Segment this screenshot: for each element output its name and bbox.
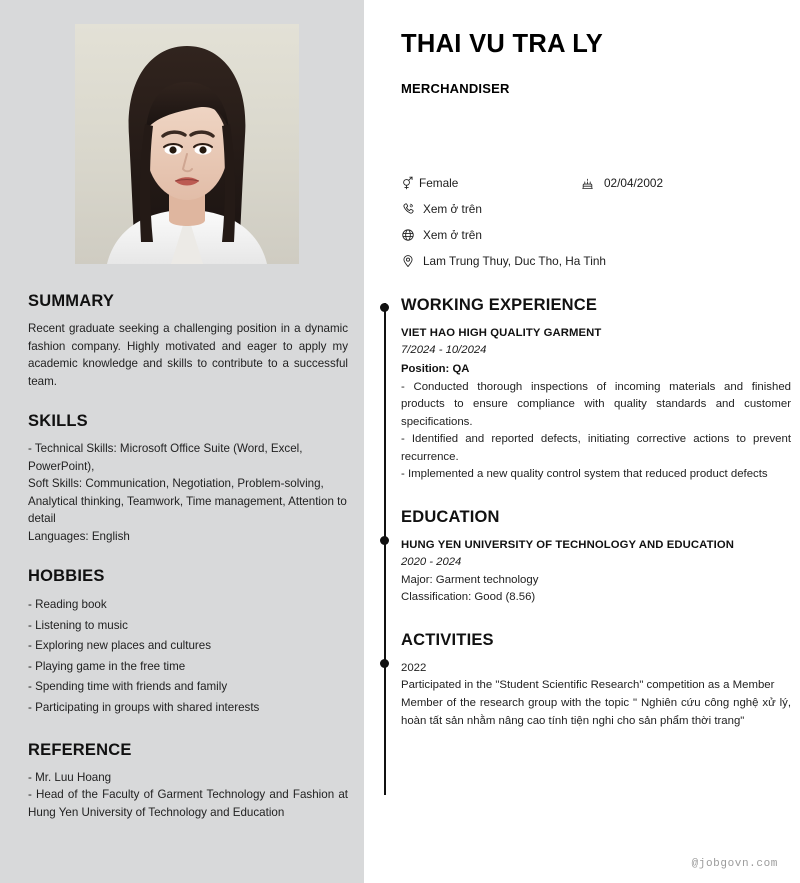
skills-line: Soft Skills: Communication, Negotiation, Problem-solving, bbox=[28, 477, 324, 490]
contact-gender bbox=[401, 175, 581, 191]
education-classification: Classification: Good (8.56) bbox=[401, 591, 536, 604]
list-item: - Exploring new places and cultures bbox=[28, 639, 212, 653]
location-pin-icon bbox=[401, 253, 419, 269]
hobbies-title: HOBBIES bbox=[28, 567, 105, 585]
contact-address-value: Lam Trung Thuy, Duc Tho, Ha Tinh bbox=[423, 254, 606, 268]
contact-info bbox=[401, 175, 791, 279]
reference-detail: - Head of the Faculty of Garment Technology and Fashion at Hung Yen University of Technology and Education bbox=[28, 788, 348, 819]
education-major: Major: Garment technology bbox=[401, 573, 539, 586]
section-hobbies bbox=[28, 567, 348, 719]
experience-bullet: - Implemented a new quality control system that reduced product defects bbox=[401, 468, 768, 481]
avatar bbox=[75, 24, 299, 264]
reference-name: - Mr. Luu Hoang bbox=[28, 770, 112, 784]
globe-icon bbox=[401, 227, 419, 243]
skills-title: SKILLS bbox=[28, 412, 88, 430]
gender-icon bbox=[401, 175, 419, 191]
experience-bullet: - Conducted thorough inspections of incoming materials and finished products to ensure compliance with quality standards and customer specifications. bbox=[401, 380, 791, 428]
job-title: MERCHANDISER bbox=[401, 81, 510, 96]
contact-phone-value: Xem ở trên bbox=[423, 202, 482, 216]
activities-title: ACTIVITIES bbox=[401, 630, 494, 649]
skills-line: - Technical Skills: Microsoft Office Suite (Word, Excel, bbox=[28, 442, 303, 455]
list-item: - Playing game in the free time bbox=[28, 659, 186, 673]
contact-row bbox=[401, 201, 791, 227]
section-reference bbox=[28, 741, 348, 822]
portrait-photo-icon bbox=[75, 24, 299, 264]
skills-line: detail bbox=[28, 512, 56, 525]
activity-item: Member of the research group with the topic " Nghiên cứu công nghệ xử lý, hoàn tất sản nhằm nâng cao tính tiện nghi cho sản phẩm thời trang" bbox=[401, 696, 791, 727]
list-item: - Listening to music bbox=[28, 618, 128, 632]
contact-gender-value: Female bbox=[419, 176, 459, 190]
experience-dates: 7/2024 - 10/2024 bbox=[401, 344, 487, 356]
skills-line: PowerPoint), bbox=[28, 459, 95, 473]
education-title: EDUCATION bbox=[401, 508, 500, 527]
section-skills bbox=[28, 412, 348, 545]
experience-position: Position: QA bbox=[401, 362, 470, 375]
contact-address bbox=[401, 253, 606, 269]
contact-website[interactable] bbox=[401, 227, 482, 243]
activities-year: 2022 bbox=[401, 661, 427, 674]
main-sections bbox=[401, 296, 791, 740]
skills-line: Analytical thinking, Teamwork, Time management, Attention to bbox=[28, 494, 347, 508]
education-dates: 2020 - 2024 bbox=[401, 556, 462, 569]
section-summary bbox=[28, 292, 348, 390]
summary-text: Recent graduate seeking a challenging position in a dynamic fashion company. Highly motivated and eager to apply my academic knowledge and skills to contribute to a successful team. bbox=[28, 322, 348, 388]
timeline-dot-education bbox=[380, 536, 389, 545]
contact-row bbox=[401, 253, 791, 279]
activity-item: Participated in the "Student Scientific Research" competition as a Member bbox=[401, 679, 775, 692]
contact-website-value: Xem ở trên bbox=[423, 228, 482, 242]
experience-bullet: - Identified and reported defects, initiating corrective actions to prevent recurrence. bbox=[401, 433, 791, 463]
timeline-dot-working-experience bbox=[380, 303, 389, 312]
list-item: - Spending time with friends and family bbox=[28, 680, 228, 694]
section-working-experience bbox=[401, 296, 791, 484]
education-organization: HUNG YEN UNIVERSITY OF TECHNOLOGY AND EDUCATION bbox=[401, 539, 734, 552]
reference-title: REFERENCE bbox=[28, 740, 132, 759]
contact-row bbox=[401, 227, 791, 253]
phone-icon bbox=[401, 201, 419, 217]
skills-line: Languages: English bbox=[28, 529, 130, 543]
list-item: - Participating in groups with shared interests bbox=[28, 700, 260, 714]
contact-phone[interactable] bbox=[401, 201, 482, 217]
timeline-line bbox=[384, 303, 386, 795]
birthday-cake-icon bbox=[581, 175, 599, 191]
timeline-dot-activities bbox=[380, 659, 389, 668]
experience-organization: VIET HAO HIGH QUALITY GARMENT bbox=[401, 327, 602, 339]
summary-title: SUMMARY bbox=[28, 292, 115, 310]
sidebar-panel bbox=[0, 0, 364, 883]
contact-row bbox=[401, 175, 791, 201]
list-item: - Reading book bbox=[28, 598, 107, 611]
page-title: THAI VU TRA LY bbox=[401, 30, 604, 58]
working-experience-title: WORKING EXPERIENCE bbox=[401, 296, 598, 314]
contact-birthday bbox=[581, 175, 663, 191]
section-activities bbox=[401, 631, 791, 730]
watermark: @jobgovn.com bbox=[691, 858, 778, 870]
section-education bbox=[401, 508, 791, 607]
main-panel bbox=[364, 0, 800, 883]
contact-birthday-value: 02/04/2002 bbox=[604, 176, 664, 190]
sidebar-sections bbox=[28, 292, 348, 843]
